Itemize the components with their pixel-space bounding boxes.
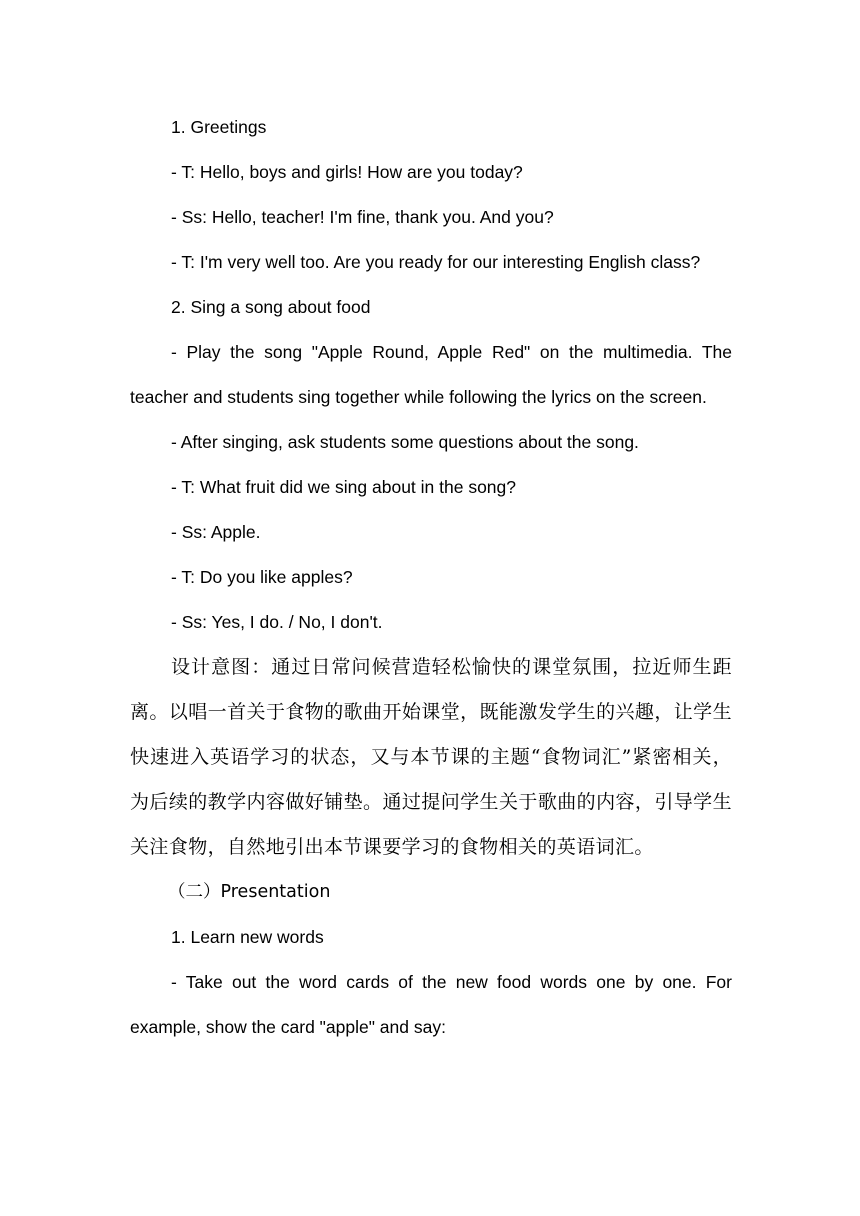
dialogue-line: - Ss: Apple. bbox=[171, 522, 261, 542]
instruction-paragraph: - Play the song "Apple Round, Apple Red" on the multimedia. The teacher and students sing together while following the lyrics on the screen. bbox=[130, 342, 732, 407]
section-heading-presentation: （二）Presentation bbox=[168, 882, 331, 902]
document-body bbox=[130, 105, 732, 1050]
dialogue-line: - T: What fruit did we sing about in the song? bbox=[171, 477, 517, 497]
dialogue-line: - Ss: Hello, teacher! I'm fine, thank you. And you? bbox=[171, 207, 554, 227]
section-heading-greetings: 1. Greetings bbox=[171, 117, 267, 137]
dialogue-line: - T: Hello, boys and girls! How are you today? bbox=[171, 162, 523, 182]
section-heading-learn-words: 1. Learn new words bbox=[171, 927, 324, 947]
section-heading-sing-song: 2. Sing a song about food bbox=[171, 297, 371, 317]
instruction-paragraph: - Take out the word cards of the new food words one by one. For example, show the card "apple" and say: bbox=[130, 972, 732, 1037]
dialogue-line: - Ss: Yes, I do. / No, I don't. bbox=[171, 612, 383, 632]
dialogue-line: - T: Do you like apples? bbox=[171, 567, 353, 587]
dialogue-line: - T: I'm very well too. Are you ready for our interesting English class? bbox=[171, 252, 701, 272]
instruction-paragraph: - After singing, ask students some questions about the song. bbox=[171, 432, 639, 452]
design-intent-paragraph: 设计意图：通过日常问候营造轻松愉快的课堂氛围，拉近师生距离。以唱一首关于食物的歌曲开始课堂，既能激发学生的兴趣，让学生快速进入英语学习的状态，又与本节课的主题“食物词汇”紧密相关，为后续的教学内容做好铺垫。通过提问学生关于歌曲的内容，引导学生关注食物，自然地引出本节课要学习的食物相关的英语词汇。 bbox=[130, 656, 732, 858]
